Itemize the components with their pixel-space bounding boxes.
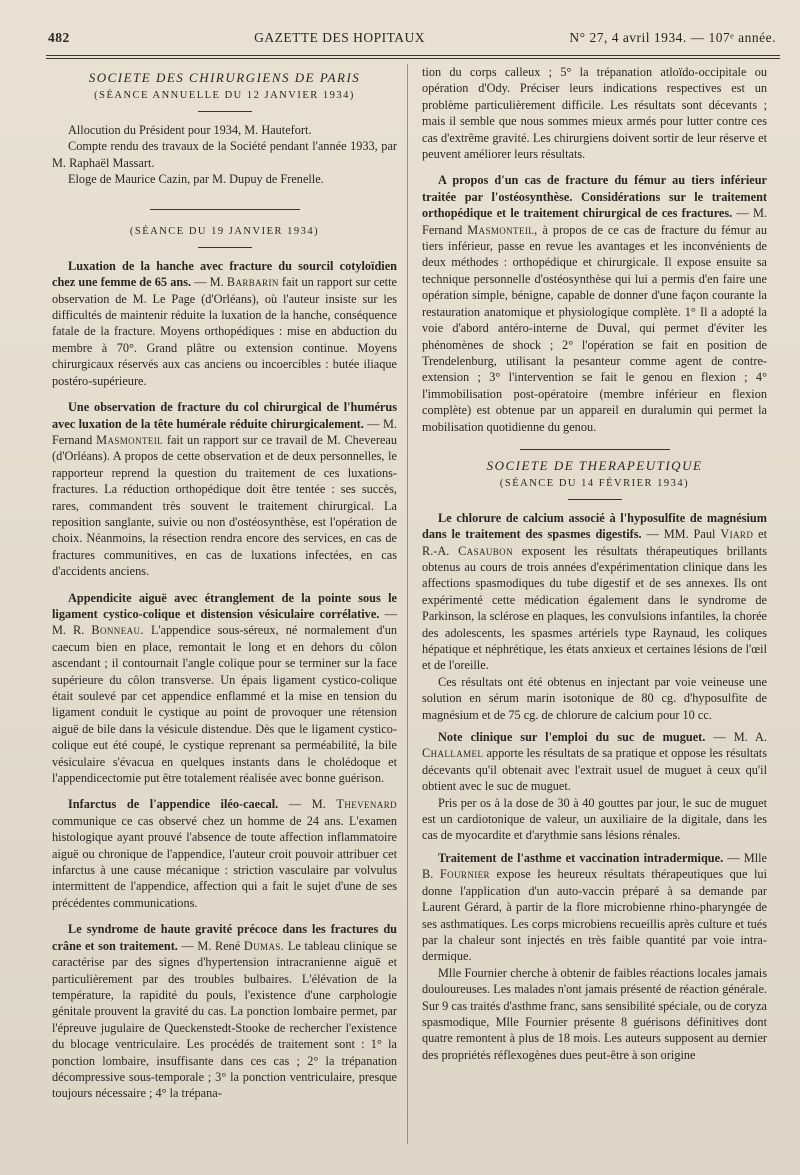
article: Une observation de fracture du col chirurgical de l'humérus avec luxation de la tête humérale réduite chirurgicalement. — M. Fernand Masmonteil fait un rapport sur ce travail de M. Chevereau (d'Orléans). A propos de cette observation et de deux personnelles, le rapporteur reprend la question du traitement de ces luxations-fractures. La réduction orthopédique doit être tentée : ses succès, rares, commandent très souvent le traitement chirurgical. La reposition sanglante, suivie ou non d'ostéosynthèse, est l'opération de choix. Néanmoins, la résection rendra encore des services, en cas de fractures communitives, en cas de luxations infectées, en cas d'accidents anciens. [52,400,398,579]
session-heading: (SÉANCE DU 19 JANVIER 1934) [129,226,320,238]
article: Appendicite aiguë avec étranglement de la pointe sous le ligament cystico-colique et distension vésiculaire corrélative. — M. R. Bonneau. L'appendice sous-séreux, né normalement d'un caecum bien en place, remontait le long et en dehors du côlon ascendant ; il contournait l'angle colique pour se terminer sur la face supérieure du côlon transverse. Un épais ligament cystico-colique était soulevé par cet appendice enflammé et la mise en tension du ligament conduit le cystique au point de provoquer une rétension aiguë de bile dans la vésicule distendue. Dès que le ligament cystico-colique eut été coupé, le cystique reprenant sa perméabilité, la bile vésiculaire s'évacua en quelques instants dans le cholédoque et l'appendicectomie put être totalement réalisée avec bonne guérison. [52,590,398,786]
article: Luxation de la hanche avec fracture du sourcil cotyloïdien chez une femme de 65 ans. — M. Barbarin fait un rapport sur cette observation de M. Le Page (d'Orléans), où l'auteur insiste sur les difficultés de maintenir réduite la luxation de la hanche, conséquence fatale de la fracture. Moyens orthopédiques : mise en abduction du membre à 70°. Grand plâtre ou extension continue. Moyens chirurgicaux réservés aux cas anciens ou incoercibles : butée iliaque postéro-supérieure. [52,258,397,388]
divider [198,247,252,248]
article-title: Luxation de la hanche avec fracture du sourcil cotyloïdien chez une femme de 65 ans. [52,258,397,290]
author: Dumas. [243,938,285,953]
author: Fournier [439,867,490,882]
issue-info: N° 27, 4 avril 1934. — 107ᵉ année. [569,30,776,45]
article-title: Le chlorure de calcium associé à l'hyposulfite de magnésium dans le traitement des spasmes digestifs. [422,510,767,542]
article-continuation: tion du corps calleux ; 5° la trépanation atloïdo-occipitale ou opération d'Ody. Préciser leurs indications respectives est un problème particulièrement difficile. Les résultats sont décevants ; mais il semble que nous sommes mieux armés pour lutter contre ces cas d'extrême gravité. Les chirurgiens doivent sortir de leur réserve et peuvent améliorer leurs résultats. [422,65,767,162]
divider [198,111,252,112]
author: Bonneau. [91,623,144,638]
header-rule [46,58,780,59]
article-title: Infarctus de l'appendice iléo-caecal. [68,797,279,812]
article-text: L'appendice sous-séreux, né normalement d'un caecum bien en place, remontait le long et en dehors du côlon ascendant ; il contournait l'angle colique pour se terminer sur la face supérieure du côlon transverse. Un épais ligament cystico-colique était soulevé par cet appendice enflammé et la mise en tension du ligament conduit le cystique au point de provoquer une rétension aiguë de bile dans la vésicule distendue. Dès que le ligament cystico-colique eut été coupé, le cystique reprenant sa perméabilité, la bile vésiculaire s'évacua en quelques instants dans le cholédoque et l'appendicectomie put être totalement réalisée avec bonne guérison. [52,623,398,786]
divider [520,449,670,450]
article: Le syndrome de haute gravité précoce dans les fractures du crâne et son traitement. — M. René Dumas. Le tableau clinique se caractérise par des signes d'hypertension intracranienne aiguë et particulièrement par des troubles bulbaires. L'élévation de la température, la rapidité du pouls, l'existence d'une carphologie génitale prouvent la gravité du cas. La ponction lombaire permet, par l'épreuve jugulaire de Queckenstedt-Stooke de rechercher l'existence du blocage ventriculaire. Les procédés de traitement sont : 1° la ponction lombaire, insuffisante dans ces cas ; 2° la trépanation décompressive sous-temporale ; 3° la ponction ventriculaire, presque toujours nécessaire ; 4° la trépana- [52,922,397,1101]
article: A propos d'un cas de fracture du fémur au tiers inférieur traitée par l'ostéosynthèse. Considérations sur le traitement orthopédique et le traitement chirurgical de ces fractures. — M. Fernand Masmonteil, à propos de ce cas de fracture du fémur au tiers inférieur, passe en revue les avantages et les inconvénients de deux méthodes : orthopédique et chirurgicale. Il expose ensuite sa technique personnelle d'ostéosynthèse qui lui a permis d'en faire une opération simple, bénigne, capable de donner d'une façon courante la restauration anatomique et physiologique complète. 1° Il a adopté la voie d'abord antéro-interne de Duval, qui permet d'éviter les phénomènes de shock ; 2° l'opération se fait en position de Trendelenburg, utilisant la pesanteur comme agent de contre-extension ; 3° l'intervention se fait le genou en flexion ; 4° l'immobilisation post-opératoire (membre inférieur en flexion complète) est obtenue par un appareil en duralumin qui permet la mobilisation quotidienne du genou. [422,173,768,434]
article-text: Ces résultats ont été obtenus en injectant par voie veineuse une solution en sérum marin isotonique de 80 cg. d'hyposulfite de magnésium et de 75 cg. de chlorure de calcium pour 10 cc. [422,674,767,722]
author: Viard [720,527,754,542]
right-column [422,64,767,1165]
divider [568,499,622,500]
article-text: fait un rapport sur ce travail de M. Chevereau (d'Orléans). A propos de cette observation et de deux personnelles, le rapporteur reprend la question du traitement de ces luxations-fractures. La réduction orthopédique doit être tentée : ses succès, rares, commandent très souvent le traitement chirurgical. La reposition sanglante, suivie ou non d'ostéosynthèse, est l'opération de choix. Néanmoins, la résection rendra encore des services, en cas de fractures communitives, en cas de luxations infectées, en cas d'accidents anciens. [52,432,398,579]
article: Le chlorure de calcium associé à l'hyposulfite de magnésium dans le traitement des spasmes digestifs. — MM. Paul Viard et R.-A. Casaubon exposent les résultats thérapeutiques brillants obtenus au cours de trois années d'expérimentation clinique dans les affections spasmodiques du tube digestif et de ses annexes. Ils ont expérimenté cette médication également dans le syndrome de Parkinson, la sclérose en plaques, les convulsions infantiles, la chorée des adolescents, les spasmes artériels type Raynaud, les coliques hépatique et néphrétique, les états anxieux et certaines lésions de l'œil et de l'oreille. [422,510,768,673]
article-title: Traitement de l'asthme et vaccination intradermique. [438,850,724,865]
author: Thevenard [336,797,398,812]
article: Infarctus de l'appendice iléo-caecal. — M. Thevenard communique ce cas observé chez un homme de 24 ans. L'examen histologique ayant prouvé l'absence de toute affection inflammatoire aiguë ou chronique de l'appendice, l'auteur croit pouvoir attribuer cet infarctus à une cause mécanique : striction vasculaire par volvulus intermittent de l'appendice, affection qui a fait le sujet d'une de ses précédentes communications. [52,797,398,910]
agenda-item: Eloge de Maurice Cazin, par M. Dupuy de Frenelle. [68,172,324,187]
author: Barbarin [226,275,279,290]
article-title: Une observation de fracture du col chirurgical de l'humérus avec luxation de la tête humérale réduite chirurgicalement. [52,400,397,431]
article: Note clinique sur l'emploi du suc de muguet. — M. A. Challamel apporte les résultats de sa pratique et oppose les résultats décevants qu'il obtenait avec l'extrait usuel de muguet à ceux qu'il obtient avec le suc de muguet. [422,730,768,794]
left-column [52,64,397,1165]
article-text: exposent les résultats thérapeutiques brillants obtenus au cours de trois années d'expérimentation clinique dans les affections spasmodiques du tube digestif et de ses annexes. Ils ont expérimenté cette médication également dans le syndrome de Parkinson, la sclérose en plaques, les convulsions infantiles, la chorée des adolescents, les spasmes artériels type Raynaud, les coliques hépatique et néphrétique, les états anxieux et certaines lésions de l'œil et de l'oreille. [422,543,767,673]
session-heading: (SÉANCE DU 14 FÉVRIER 1934) [499,478,690,490]
society-heading: SOCIETE DE THERAPEUTIQUE [486,457,703,473]
agenda-item: Compte rendu des travaux de la Société pendant l'année 1933, par M. Raphaël Massart. [52,139,397,170]
running-header [48,30,776,52]
agenda-item: Allocution du Président pour 1934, M. Hautefort. [68,122,312,137]
article-text: communique ce cas observé chez un homme de 24 ans. L'examen histologique ayant prouvé l'absence de toute affection inflammatoire aiguë ou chronique de l'appendice, l'auteur croit pouvoir attribuer cet infarctus à une cause mécanique : striction vasculaire par volvulus intermittent de l'appendice, affection qui a fait le sujet d'une de ses précédentes communications. [52,813,397,910]
article-title: Appendicite aiguë avec étranglement de la pointe sous le ligament cystico-colique et distension vésiculaire corrélative. [52,590,397,621]
column-divider [407,64,408,1144]
article-title: A propos d'un cas de fracture du fémur au tiers inférieur traitée par l'ostéosynthèse. Considérations sur le traitement orthopédique et le traitement chirurgical de ces fractures. [422,173,767,221]
author: Masmonteil [96,432,164,447]
divider [150,209,300,210]
author: Casaubon [458,543,513,558]
article-text: expose les heureux résultats thérapeutiques que lui donne l'application d'un auto-vaccin préparé à sa demande par Laurent Gérard, à partir de la flore microbienne rhino-pharyngée de ses asthmatiques. Les corps microbiens recueillis après culture et tués par la chaleur sont injectés en très faible quantité par voie intra-dermique. [422,867,767,964]
session-heading: (SÉANCE ANNUELLE DU 12 JANVIER 1934) [94,90,355,102]
article-title: Note clinique sur l'emploi du suc de muguet. [438,730,706,745]
journal-title: GAZETTE DES HOPITAUX [254,30,426,45]
article-text: apporte les résultats de sa pratique et oppose les résultats décevants qu'il obtenait avec l'extrait usuel de muguet à ceux qu'il obtient avec le suc de muguet. [422,746,767,794]
header-rule [46,55,780,56]
page-number: 482 [48,30,70,45]
article-text: fait un rapport sur cette observation de M. Le Page (d'Orléans), où l'auteur insiste sur les difficultés de maintenir réduite la luxation de la hanche, conséquence fatale de la fracture. Moyens orthopédiques : mise en abduction du membre à 70°. Grand plâtre ou extension continue. Moyens chirurgicaux réservés aux cas anciens ou incoercibles : butée iliaque postéro-supérieure. [52,275,397,388]
society-heading: SOCIETE DES CHIRURGIENS DE PARIS [88,70,361,85]
article-text: Pris per os à la dose de 30 à 40 gouttes par jour, le suc de muguet est un cardiotonique de valeur, un auxiliaire de la digitale, dans les cas de myocardite et d'arythmie sans lésions rénales. [422,795,767,843]
article: Traitement de l'asthme et vaccination intradermique. — Mlle B. Fournier expose les heureux résultats thérapeutiques que lui donne l'application d'un auto-vaccin préparé à sa demande par Laurent Gérard, à partir de la flore microbienne rhino-pharyngée de ses asthmatiques. Les corps microbiens recueillis après culture et tués par la chaleur sont injectés en très faible quantité par voie intra-dermique. [422,850,767,964]
author: Challamel [422,746,484,761]
article-text: Mlle Fournier cherche à obtenir de faibles réactions locales jamais douloureuses. Les malades n'ont jamais présenté de réaction générale. Sur 9 cas traités d'asthme franc, sans sensibilité spéciale, ou de coryza spasmodique, Mlle Fournier présente 8 guérisons définitives dont quatre remontent à plus de 18 mois. Les auteurs supposent au dernier des propriétés réflexogènes dues peut-être à son origine [422,965,767,1062]
article-text: à propos de ce cas de fracture du fémur au tiers inférieur, passe en revue les avantages et les inconvénients de deux méthodes : orthopédique et chirurgicale. Il expose ensuite sa technique personnelle d'ostéosynthèse qui lui a permis d'en faire une opération simple, bénigne, capable de donner d'une façon courante la restauration anatomique et physiologique complète. 1° Il a adopté la voie d'abord antéro-interne de Duval, qui permet d'éviter les phénomènes de shock ; 2° l'opération se fait en position de Trendelenburg, utilisant la pesanteur comme agent de contre-extension ; 3° l'intervention se fait le genou en flexion ; 4° l'immobilisation post-opératoire (membre inférieur en flexion complète) est obtenue par un appareil en duralumin qui permet la mobilisation quotidienne du genou. [422,222,768,434]
author: Masmonteil, [467,222,538,237]
article-text: Le tableau clinique se caractérise par des signes d'hypertension intracranienne aiguë et particulièrement par des troubles bulbaires. L'élévation de la température, la rapidité du pouls, l'existence d'une carphologie génitale prouvent la gravité du cas. La ponction lombaire permet, par l'épreuve jugulaire de Queckenstedt-Stooke de rechercher l'existence du blocage ventriculaire. Les procédés de traitement sont : 1° la ponction lombaire, insuffisante dans ces cas ; 2° la trépanation décompressive sous-temporale ; 3° la ponction ventriculaire, presque toujours nécessaire ; 4° la trépana- [52,938,397,1101]
article-title: Le syndrome de haute gravité précoce dans les fractures du crâne et son traitement. [52,922,397,953]
